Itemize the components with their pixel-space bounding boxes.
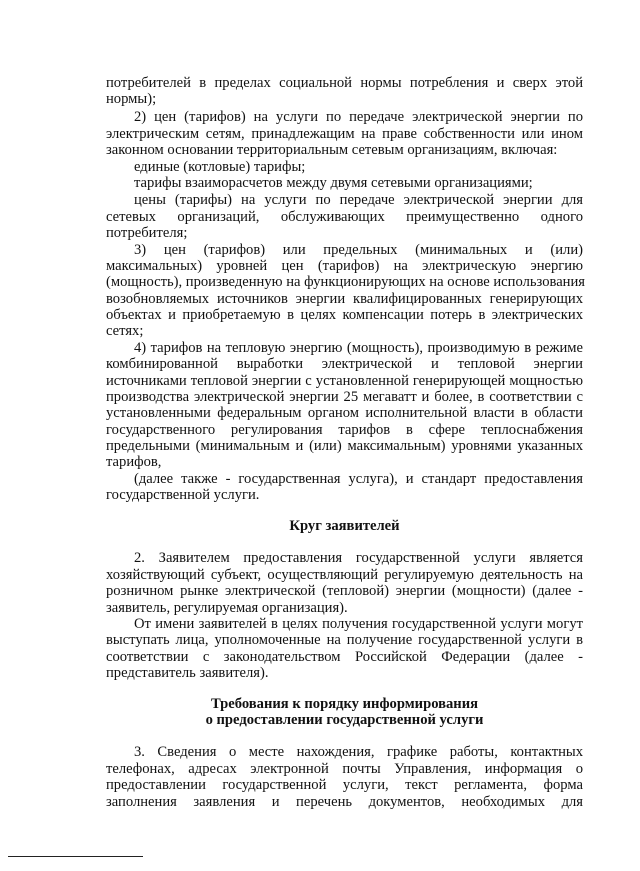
text-line: предоставлении государственной услуги, текст регламента, форма	[106, 777, 583, 793]
text-line: 2) цен (тарифов) на услуги по передаче электрической энергии по	[134, 109, 583, 125]
text-line: государственной услуги.	[106, 487, 260, 503]
section-heading: о предоставлении государственной услуги	[205, 712, 484, 728]
text-line: телефонах, адресах электронной почты Управления, информация о	[106, 761, 583, 777]
text-line: тарифов,	[106, 454, 162, 470]
text-line: заполнения заявления и перечень документов, необходимых для	[106, 794, 583, 810]
text-line: 4) тарифов на тепловую энергию (мощность), производимую в режиме	[134, 340, 583, 356]
footnote-separator	[8, 856, 143, 857]
text-line: 3. Сведения о месте нахождения, графике работы, контактных	[134, 744, 583, 760]
text-line: сетях;	[106, 323, 144, 339]
text-line: цены (тарифы) на услуги по передаче электрической энергии для	[134, 192, 583, 208]
section-heading: Требования к порядку информирования	[210, 696, 479, 712]
text-line: потребителя;	[106, 225, 188, 241]
text-line: законном основании территориальным сетевым организациям, включая:	[106, 142, 558, 158]
text-line: 2. Заявителем предоставления государственной услуги является	[134, 550, 583, 566]
text-line: возобновляемых источников энергии квалифицированных генерирующих	[106, 291, 583, 307]
text-line: представитель заявителя).	[106, 665, 269, 681]
text-line: установленными федеральным органом исполнительной власти в области	[106, 405, 583, 421]
text-line: хозяйствующий субъект, осуществляющий регулируемую деятельность на	[106, 567, 583, 583]
text-line: От имени заявителей в целях получения государственной услуги могут	[134, 616, 583, 632]
text-line: электрическим сетям, принадлежащим на праве собственности или ином	[106, 126, 583, 142]
text-line: государственного регулирования тарифов в сфере теплоснабжения	[106, 422, 583, 438]
text-line: сетевых организаций, обслуживающих преимущественно одного	[106, 209, 583, 225]
text-line: розничном рынке электрической (тепловой) энергии (мощности) (далее -	[106, 583, 583, 599]
text-line: (мощность), произведенную на функционирующих на основе использования	[106, 274, 585, 290]
text-line: единые (котловые) тарифы;	[134, 159, 306, 175]
text-line: источниками тепловой энергии с установленной генерирующей мощностью	[106, 373, 583, 389]
text-line: выступать лица, уполномоченные на получение государственной услуги в	[106, 632, 583, 648]
text-line: максимальных) уровней цен (тарифов) на электрическую энергию	[106, 258, 583, 274]
section-heading: Круг заявителей	[289, 518, 400, 534]
text-line: тарифы взаиморасчетов между двумя сетевыми организациями;	[134, 175, 533, 191]
text-line: комбинированной выработки электрической и тепловой энергии	[106, 356, 583, 372]
text-line: объектах и приобретаемую в целях компенсации потерь в электрических	[106, 307, 583, 323]
text-line: потребителей в пределах социальной нормы потребления и сверх этой	[106, 75, 583, 91]
text-line: (далее также - государственная услуга), и стандарт предоставления	[134, 471, 583, 487]
text-line: соответствии с законодательством Российской Федерации (далее -	[106, 649, 583, 665]
text-line: предельными (минимальным и (или) максимальным) уровнями указанных	[106, 438, 583, 454]
text-line: производства электрической энергии 25 мегаватт и более, в соответствии с	[106, 389, 583, 405]
text-line: нормы);	[106, 91, 157, 107]
text-line: 3) цен (тарифов) или предельных (минимальных и (или)	[134, 242, 583, 258]
text-line: заявитель, регулируемая организация).	[106, 600, 348, 616]
